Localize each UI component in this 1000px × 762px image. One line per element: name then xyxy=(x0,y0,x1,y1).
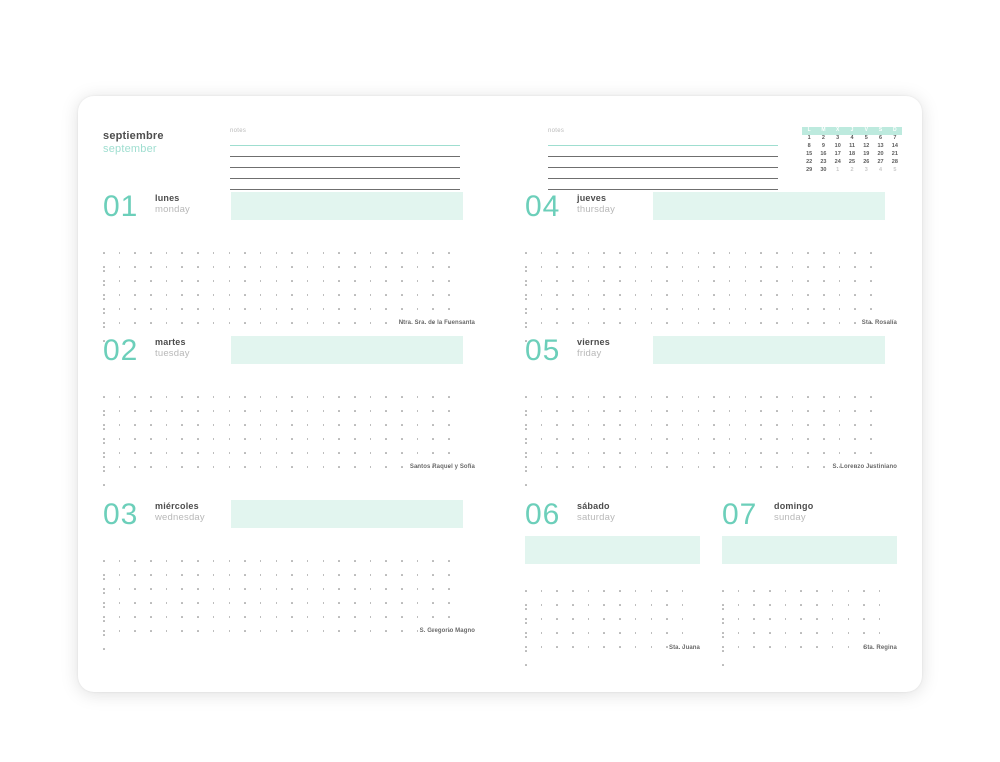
day-weekday-es: domingo xyxy=(774,501,814,511)
mini-calendar-day[interactable]: 5 xyxy=(893,166,897,173)
appointment-box[interactable] xyxy=(231,336,463,364)
mini-calendar-day[interactable]: 6 xyxy=(879,135,883,141)
day-weekday xyxy=(577,338,610,359)
mini-calendar-weekday: X xyxy=(831,127,845,135)
dot-row xyxy=(103,388,475,402)
mini-calendar-day[interactable]: 14 xyxy=(891,142,898,149)
day-number: 06 xyxy=(525,498,561,531)
day-weekday-en: wednesday xyxy=(155,511,205,523)
dot-row xyxy=(103,552,475,566)
day-weekday-es: lunes xyxy=(155,193,180,203)
notes-label: notes xyxy=(548,128,565,134)
notes-line[interactable] xyxy=(548,168,778,179)
dot-row xyxy=(525,416,897,430)
day-header xyxy=(525,192,897,226)
dot-row xyxy=(103,444,475,458)
dot-row xyxy=(525,388,897,402)
notes-line[interactable] xyxy=(230,179,460,190)
appointment-box[interactable] xyxy=(231,192,463,220)
saint-name: Sta. Rosalía xyxy=(861,320,897,326)
mini-calendar-weekday: D xyxy=(888,127,902,135)
day-weekday-es: martes xyxy=(155,337,186,347)
notes-line[interactable] xyxy=(548,146,778,157)
day-weekday xyxy=(155,338,190,359)
dot-row xyxy=(525,258,897,272)
notes-area-right[interactable] xyxy=(548,128,778,190)
mini-calendar-day[interactable]: 13 xyxy=(877,142,884,149)
day-entry xyxy=(103,500,475,636)
mini-calendar-weekday: J xyxy=(845,127,859,135)
mini-calendar-day[interactable]: 2 xyxy=(821,135,825,141)
mini-calendar-day[interactable]: 1 xyxy=(807,135,811,141)
dotted-writing-grid[interactable] xyxy=(525,582,700,652)
mini-calendar-week-row xyxy=(802,166,902,174)
mini-calendar-day[interactable]: 29 xyxy=(806,166,813,173)
mini-calendar-day[interactable]: 9 xyxy=(821,142,825,149)
day-weekday-es: viernes xyxy=(577,337,610,347)
mini-calendar-day[interactable]: 28 xyxy=(891,158,898,165)
mini-calendar-day[interactable]: 17 xyxy=(834,150,841,157)
day-number: 05 xyxy=(525,334,561,367)
dot-row xyxy=(525,610,700,624)
dot-row xyxy=(525,314,897,328)
day-header xyxy=(103,336,475,370)
dotted-writing-grid[interactable] xyxy=(722,582,897,652)
dotted-writing-grid[interactable] xyxy=(103,388,475,472)
day-weekday-es: sábado xyxy=(577,501,610,511)
dot-row xyxy=(722,582,897,596)
mini-calendar-week-row xyxy=(802,142,902,150)
mini-calendar-day[interactable]: 2 xyxy=(850,166,854,173)
dot-row xyxy=(103,430,475,444)
saint-name: Ntra. Sra. de la Fuensanta xyxy=(398,320,475,326)
dot-row xyxy=(525,430,897,444)
mini-calendar-day[interactable]: 12 xyxy=(863,142,870,149)
dot-row xyxy=(722,624,897,638)
mini-calendar-day[interactable]: 18 xyxy=(848,150,856,157)
mini-calendar-day[interactable]: 19 xyxy=(863,150,870,157)
mini-calendar-day[interactable]: 15 xyxy=(806,150,813,157)
notes-label: notes xyxy=(230,128,247,134)
notes-line[interactable] xyxy=(230,146,460,157)
dot-row xyxy=(525,300,897,314)
mini-calendar-day[interactable]: 30 xyxy=(820,166,827,173)
dot-row xyxy=(103,272,475,286)
mini-calendar-table xyxy=(802,127,902,174)
mini-calendar-day[interactable]: 20 xyxy=(877,150,884,157)
planner-spread xyxy=(78,96,922,692)
day-header xyxy=(525,336,897,370)
notes-line[interactable] xyxy=(230,135,460,146)
mini-calendar-day[interactable]: 16 xyxy=(820,150,827,157)
mini-calendar-day[interactable]: 11 xyxy=(849,142,855,149)
day-entry xyxy=(525,336,897,472)
dot-row xyxy=(722,596,897,610)
day-entry xyxy=(103,192,475,328)
day-weekday-es: jueves xyxy=(577,193,607,203)
day-header xyxy=(103,500,475,534)
dot-row xyxy=(525,402,897,416)
month-title xyxy=(103,131,164,155)
dotted-writing-grid[interactable] xyxy=(525,244,897,328)
day-weekday xyxy=(774,502,813,523)
mini-calendar-weekday: L xyxy=(802,127,816,135)
day-weekday xyxy=(155,502,205,523)
day-header xyxy=(103,192,475,226)
dot-row xyxy=(525,444,897,458)
dot-row xyxy=(525,596,700,610)
month-title-es: septiembre xyxy=(103,130,164,142)
appointment-box[interactable] xyxy=(525,536,700,564)
mini-calendar-weekday: S xyxy=(873,127,887,135)
planner-page-left xyxy=(78,96,500,692)
day-number: 03 xyxy=(103,498,139,531)
notes-line[interactable] xyxy=(548,179,778,190)
dot-row xyxy=(103,566,475,580)
dotted-writing-grid[interactable] xyxy=(103,244,475,328)
dot-row xyxy=(525,244,897,258)
dot-row xyxy=(525,286,897,300)
appointment-box[interactable] xyxy=(653,192,885,220)
day-number: 04 xyxy=(525,190,561,223)
mini-calendar-day[interactable]: 4 xyxy=(850,135,854,141)
saint-name: Santos Raquel y Sofía xyxy=(409,464,475,470)
dot-row xyxy=(103,244,475,258)
mini-calendar-day[interactable]: 5 xyxy=(864,135,868,141)
day-weekday-en: sunday xyxy=(774,511,806,523)
day-weekday-en: saturday xyxy=(577,511,616,523)
day-weekday xyxy=(155,194,190,215)
dot-row xyxy=(525,272,897,286)
dot-row xyxy=(103,416,475,430)
day-header xyxy=(722,500,897,534)
day-entry xyxy=(525,500,700,652)
mini-calendar-week-row xyxy=(802,135,902,143)
mini-calendar-day[interactable]: 26 xyxy=(863,158,870,165)
mini-calendar xyxy=(802,127,902,174)
mini-calendar-day[interactable]: 8 xyxy=(807,142,811,149)
mini-calendar-day[interactable]: 22 xyxy=(806,158,813,165)
notes-line[interactable] xyxy=(548,135,778,146)
dot-row xyxy=(722,610,897,624)
dot-row xyxy=(525,624,700,638)
mini-calendar-weekday: V xyxy=(859,127,873,135)
mini-calendar-weekday: M xyxy=(816,127,830,135)
day-number: 02 xyxy=(103,334,139,367)
saint-name: Sta. Regina xyxy=(863,645,897,651)
dot-row xyxy=(525,582,700,596)
day-weekday-en: monday xyxy=(155,203,190,215)
dotted-writing-grid[interactable] xyxy=(103,552,475,636)
day-entry xyxy=(525,192,897,328)
mini-calendar-day[interactable]: 1 xyxy=(836,166,840,173)
day-weekday-en: thursday xyxy=(577,203,616,215)
dot-row xyxy=(103,300,475,314)
mini-calendar-day[interactable]: 25 xyxy=(848,158,856,165)
day-weekday-es: miércoles xyxy=(155,501,199,511)
dot-row xyxy=(103,402,475,416)
day-number: 07 xyxy=(722,498,758,531)
mini-calendar-day[interactable]: 23 xyxy=(820,158,827,165)
mini-calendar-day[interactable]: 4 xyxy=(879,166,883,173)
dot-row xyxy=(103,580,475,594)
dot-row xyxy=(103,258,475,272)
dot-row xyxy=(103,594,475,608)
day-weekday-en: tuesday xyxy=(155,347,190,359)
saint-name: S. Lorenzo Justiniano xyxy=(832,464,897,470)
notes-area-left[interactable] xyxy=(230,128,460,190)
day-number: 01 xyxy=(103,190,139,223)
notes-line[interactable] xyxy=(230,157,460,168)
mini-calendar-day[interactable]: 24 xyxy=(834,158,841,165)
appointment-box[interactable] xyxy=(722,536,897,564)
notes-line[interactable] xyxy=(548,157,778,168)
saint-name: S. Gregorio Magno xyxy=(419,628,475,634)
mini-calendar-week-row xyxy=(802,158,902,166)
notes-line[interactable] xyxy=(230,168,460,179)
planner-page-right xyxy=(500,96,922,692)
day-header xyxy=(525,500,700,534)
mini-calendar-day[interactable]: 21 xyxy=(891,150,898,157)
mini-calendar-week-row xyxy=(802,150,902,158)
mini-calendar-day[interactable]: 27 xyxy=(877,158,884,165)
day-weekday-en: friday xyxy=(577,347,602,359)
appointment-box[interactable] xyxy=(231,500,463,528)
day-entry xyxy=(722,500,897,652)
saint-name: Sta. Juana xyxy=(668,645,700,651)
mini-calendar-day[interactable]: 7 xyxy=(893,135,897,141)
day-weekday xyxy=(577,502,615,523)
day-weekday xyxy=(577,194,615,215)
month-title-en: september xyxy=(103,142,157,155)
mini-calendar-day[interactable]: 10 xyxy=(834,142,841,149)
dot-row xyxy=(103,286,475,300)
day-entry xyxy=(103,336,475,472)
dot-row xyxy=(103,608,475,622)
appointment-box[interactable] xyxy=(653,336,885,364)
mini-calendar-day[interactable]: 3 xyxy=(864,166,868,173)
mini-calendar-header-row xyxy=(802,127,902,135)
mini-calendar-day[interactable]: 3 xyxy=(836,135,840,141)
dotted-writing-grid[interactable] xyxy=(525,388,897,472)
